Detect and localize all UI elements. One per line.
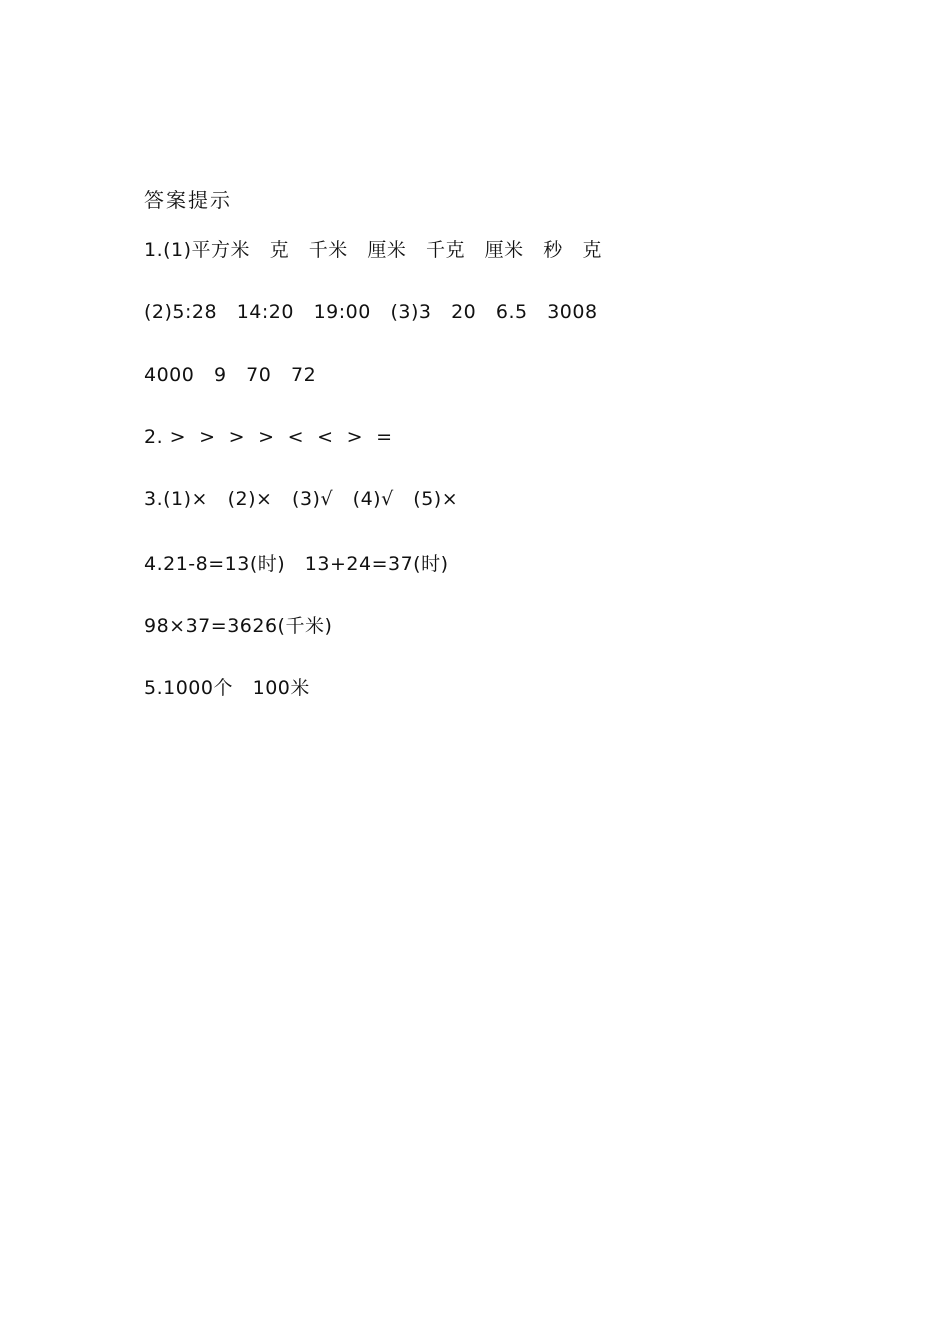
answer-line-2: (2)5:28 14:20 19:00 (3)3 20 6.5 3008 bbox=[144, 301, 598, 323]
answer-line-6: 4.21-8=13(时) 13+24=37(时) bbox=[144, 553, 449, 575]
answer-line-7: 98×37=3626(千米) bbox=[144, 615, 333, 637]
answer-line-1: 1.(1)平方米 克 千米 厘米 千克 厘米 秒 克 bbox=[144, 239, 602, 261]
answer-line-5: 3.(1)× (2)× (3)√ (4)√ (5)× bbox=[144, 488, 459, 510]
answer-line-4: 2. > > > > < < > = bbox=[144, 426, 393, 448]
answer-line-8: 5.1000个 100米 bbox=[144, 677, 310, 699]
answer-line-3: 4000 9 70 72 bbox=[144, 364, 317, 386]
answer-heading: 答案提示 bbox=[144, 188, 232, 212]
